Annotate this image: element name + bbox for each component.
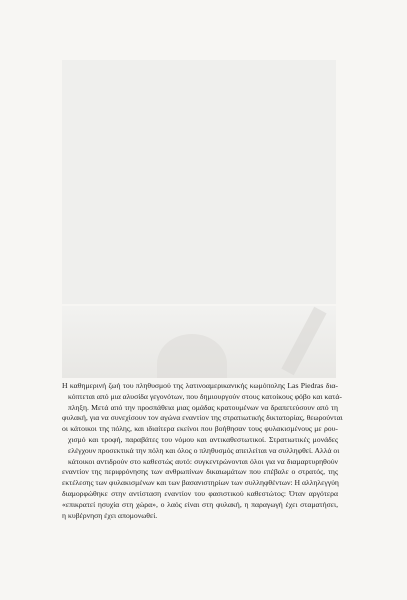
caption-line: κάτοικοι αντιδρούν στο καθεστώς αυτό: συγκεντρώνονται όλοι για να διαμαρτυρηθούν	[68, 456, 338, 466]
caption-line: φυλακή, για να συνεχίσουν τον αγώνα εναντίον της στρατιωτικής δικτατορίας, θεωρούνται	[62, 413, 343, 423]
photo-placeholder-top	[62, 60, 336, 304]
caption-paragraph	[62, 381, 343, 521]
caption-line: οι κάτοικοι της πόλης, και ιδιαίτερα εκείνοι που βοήθησαν τους φυλακισμένους με ρου-	[62, 424, 338, 434]
caption-line: Η καθημερινή ζωή του πληθυσμού της λατινοαμερικανικής κωμόπολης Las Piedras δια-	[62, 381, 338, 390]
caption-line: χισμό και τροφή, παραβάτες του νόμου και αντικαθεστωτικοί. Στρατιωτικές μονάδες	[68, 434, 338, 444]
caption-line: ελέγχουν προσεκτικά την πόλη και όλος ο πληθυσμός απειλείται να συλληφθεί. Αλλά οι	[68, 445, 340, 455]
photo-placeholder-bottom	[62, 306, 336, 378]
caption-line: «επικρατεί ησυχία στη χώρα», ο λαός είναι στη φυλακή, η παραγωγή έχει σταματήσει,	[62, 499, 338, 509]
caption-line: εκτέλεσης των φυλακισμένων και των βασανιστηρίων των συλληφθέντων: Η αλληλεγγύη	[62, 478, 339, 488]
caption-line: πληξη. Μετά από την προσπάθεια μιας ομάδας κρατουμένων να δραπετεύσουν από τη	[68, 402, 338, 412]
caption-line: κόπτεται από μια αλυσίδα γεγονότων, που δημιουργούν στους κατοίκους φόβο και κατά-	[68, 391, 342, 401]
faded-figure-image	[157, 334, 227, 378]
caption-line: διαμορφώθηκε στην αντίσταση εναντίον του φασιστικού καθεστώτος: Όταν αργότερα	[62, 488, 338, 498]
caption-line: εναντίον της περιφρόνησης των ανθρωπίνων δικαιωμάτων που επέβαλε ο στρατός, της	[62, 467, 338, 477]
faded-arm-image	[281, 307, 326, 375]
caption-line: η κυβέρνηση έχει απομονωθεί.	[62, 510, 158, 520]
